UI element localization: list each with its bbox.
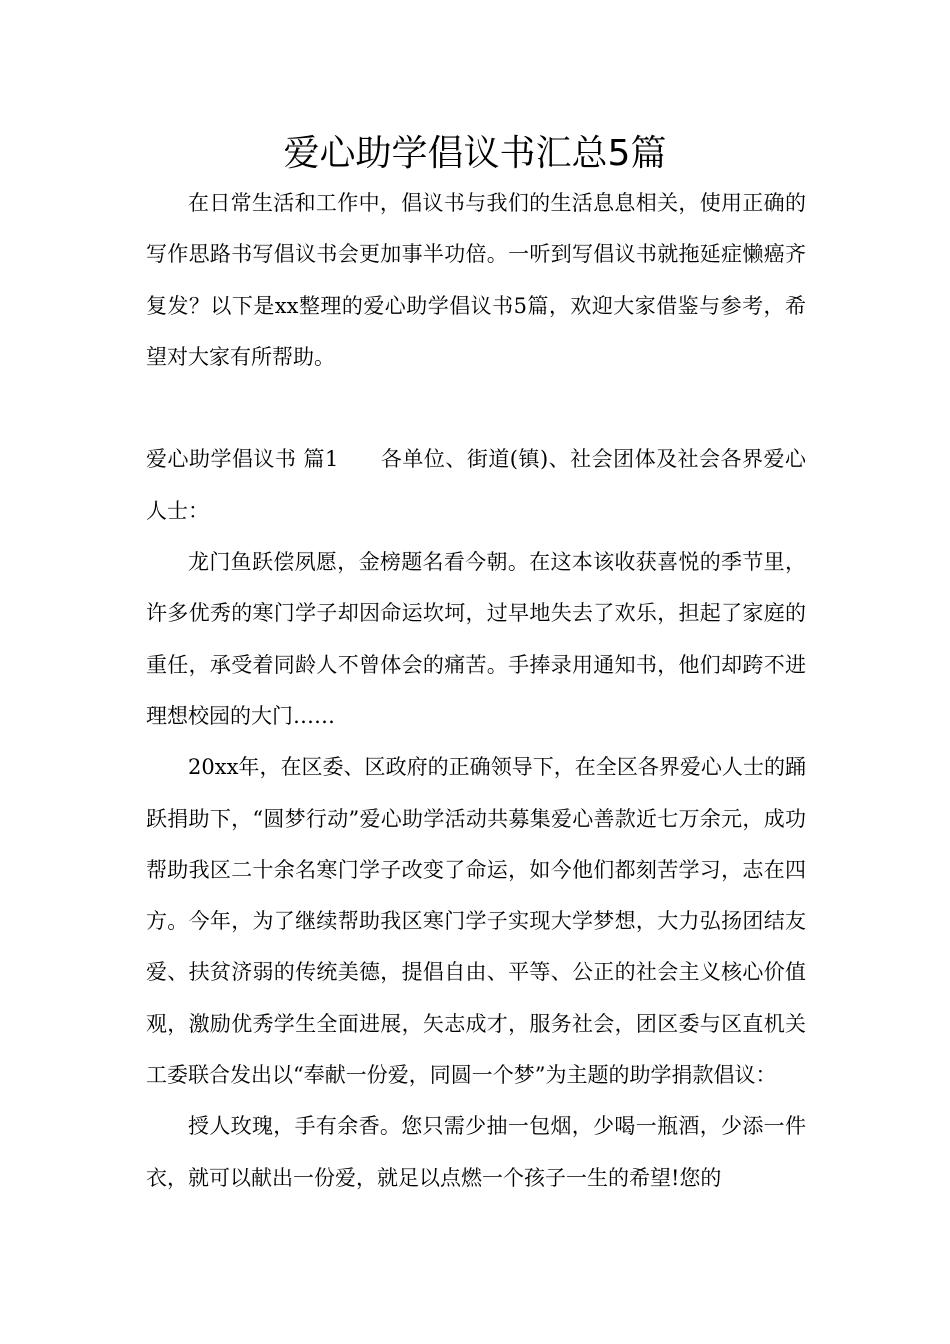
document-body [146,178,806,1204]
intro-paragraph: 在日常生活和工作中，倡议书与我们的生活息息相关，使用正确的写作思路书写倡议书会更加事半功倍。一听到写倡议书就拖延症懒癌齐复发？以下是xx整理的爱心助学倡议书5篇，欢迎大家借鉴与参考，希望对大家有所帮助。 [146,191,806,369]
section-1-paragraph: 龙门鱼跃偿夙愿，金榜题名看今朝。在这本该收获喜悦的季节里，许多优秀的寒门学子却因命运坎坷，过早地失去了欢乐，担起了家庭的重任，承受着同龄人不曾体会的痛苦。手捧录用通知书，他们却跨不进理想校园的大门…… [146,550,806,728]
section-1-heading-line [146,434,806,537]
blank-line [146,383,806,434]
section-1-title: 爱心助学倡议书 篇1 [146,447,339,472]
section-1-paragraph: 授人玫瑰，手有余香。您只需少抽一包烟，少喝一瓶酒，少添一件衣，就可以献出一份爱，就足以点燃一个孩子一生的希望!您的 [146,1114,806,1190]
section-1-paragraph: 20xx年，在区委、区政府的正确领导下，在全区各界爱心人士的踊跃捐助下，“圆梦行动”爱心助学活动共募集爱心善款近七万余元，成功帮助我区二十余名寒门学子改变了命运，如今他们都刻苦学习，志在四方。今年，为了继续帮助我区寒门学子实现大学梦想，大力弘扬团结友爱、扶贫济弱的传统美德，提倡自由、平等、公正的社会主义核心价值观，激励优秀学生全面进展，矢志成才，服务社会，团区委与区直机关工委联合发出以“奉献一份爱，同圆一个梦”为主题的助学捐款倡议： [146,755,806,1088]
section-1-salutation: 各单位、街道(镇)、社会团体及社会各界爱心人士： [146,447,806,523]
document-title: 爱心助学倡议书汇总5篇 [283,133,667,174]
